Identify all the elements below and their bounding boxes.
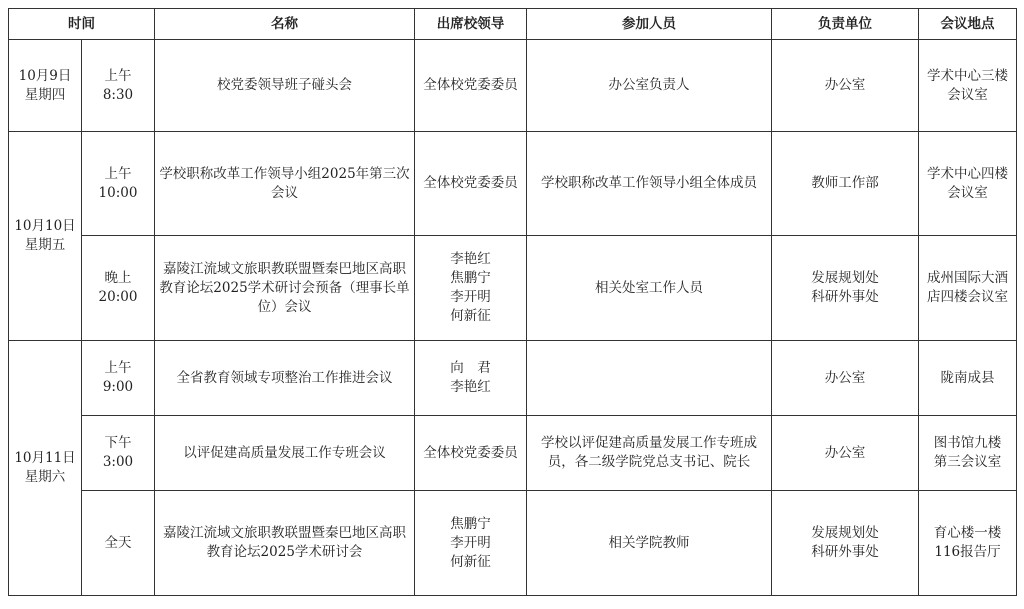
- unit-name: 科研外事处: [811, 289, 879, 305]
- clock-text: 8:30: [102, 86, 134, 103]
- location-line: 学术中心四楼: [927, 165, 1008, 182]
- location-line: 学术中心三楼: [927, 67, 1008, 84]
- schedule-table: [8, 8, 1017, 596]
- leaders-cell: [415, 416, 527, 491]
- clock-text: 20:00: [98, 289, 138, 305]
- meeting-name: 全省教育领域专项整治工作推进会议: [155, 341, 415, 416]
- date-text: 10月11日: [14, 450, 76, 466]
- unit-name: 科研外事处: [811, 544, 879, 560]
- location-cell: [919, 132, 1017, 236]
- location-cell: [919, 236, 1017, 341]
- location-line: 图书馆九楼: [933, 435, 1002, 451]
- period-text: 上午: [104, 165, 132, 182]
- table-row: [9, 236, 1017, 341]
- leader-name: 李艳红: [450, 379, 491, 395]
- clock-text: 9:00: [102, 379, 134, 395]
- weekday-text: 星期五: [24, 237, 66, 253]
- location-cell: [919, 491, 1017, 596]
- participants-cell: 相关学院教师: [527, 491, 772, 596]
- leader-name: 何新征: [450, 553, 491, 570]
- meeting-name: 以评促建高质量发展工作专班会议: [155, 416, 415, 491]
- location-line: 116报告厅: [934, 544, 1001, 560]
- participants-cell: [527, 341, 772, 416]
- unit-name: 发展规划处: [811, 525, 879, 541]
- unit-name: 发展规划处: [811, 270, 879, 286]
- meeting-name: 嘉陵江流域文旅职教联盟暨秦巴地区高职教育论坛2025学术研讨会: [155, 491, 415, 596]
- unit-name: 办公室: [824, 444, 866, 461]
- participants-cell: 相关处室工作人员: [527, 236, 772, 341]
- date-text: 10月9日: [18, 67, 72, 84]
- table-row: [9, 416, 1017, 491]
- leader-name: 全体校党委委员: [423, 444, 518, 461]
- leaders-cell: [415, 40, 527, 132]
- leader-name: 全体校党委委员: [423, 77, 518, 93]
- leader-name: 焦鹏宁: [450, 515, 491, 532]
- weekday-text: 星期六: [24, 469, 66, 485]
- leader-name: 李开明: [450, 289, 491, 305]
- period-text: 晚上: [104, 270, 132, 286]
- time-cell: [82, 40, 155, 132]
- table-row: [9, 132, 1017, 236]
- header-unit: 负责单位: [772, 9, 919, 40]
- header-location: 会议地点: [919, 9, 1017, 40]
- location-cell: [919, 40, 1017, 132]
- meeting-name: 嘉陵江流域文旅职教联盟暨秦巴地区高职教育论坛2025学术研讨会预备（理事长单位）会议: [155, 236, 415, 341]
- table-row: [9, 341, 1017, 416]
- period-text: 全天: [104, 534, 132, 551]
- period-text: 下午: [104, 435, 132, 451]
- unit-name: 办公室: [824, 77, 866, 93]
- location-line: 会议室: [947, 184, 988, 201]
- clock-text: 10:00: [98, 184, 138, 201]
- time-cell: [82, 132, 155, 236]
- leaders-cell: [415, 341, 527, 416]
- time-cell: [82, 491, 155, 596]
- unit-cell: [772, 341, 919, 416]
- location-cell: [919, 416, 1017, 491]
- meeting-name: 校党委领导班子碰头会: [155, 40, 415, 132]
- date-text: 10月10日: [14, 218, 76, 234]
- weekday-text: 星期四: [24, 86, 66, 103]
- location-cell: [919, 341, 1017, 416]
- participants-cell: 学校职称改革工作领导小组全体成员: [527, 132, 772, 236]
- unit-cell: [772, 491, 919, 596]
- leader-name: 李艳红: [450, 251, 491, 267]
- header-participants: 参加人员: [527, 9, 772, 40]
- unit-name: 教师工作部: [811, 175, 879, 191]
- date-cell: [9, 132, 82, 341]
- header-name: 名称: [155, 9, 415, 40]
- leader-name: 向 君: [450, 360, 491, 376]
- leader-name: 何新征: [450, 308, 491, 324]
- unit-name: 办公室: [824, 369, 866, 386]
- location-line: 会议室: [947, 86, 988, 103]
- location-line: 育心楼一楼: [933, 525, 1002, 541]
- table-row: [9, 491, 1017, 596]
- time-cell: [82, 341, 155, 416]
- date-cell: [9, 40, 82, 132]
- date-cell: [9, 341, 82, 596]
- unit-cell: [772, 132, 919, 236]
- location-line: 陇南成县: [940, 369, 995, 386]
- unit-cell: [772, 236, 919, 341]
- leader-name: 李开明: [450, 534, 491, 551]
- header-leaders: 出席校领导: [415, 9, 527, 40]
- time-cell: [82, 236, 155, 341]
- header-row: [9, 9, 1017, 40]
- clock-text: 3:00: [102, 454, 134, 470]
- unit-cell: [772, 40, 919, 132]
- participants-cell: 办公室负责人: [527, 40, 772, 132]
- leader-name: 全体校党委委员: [423, 175, 518, 191]
- leaders-cell: [415, 236, 527, 341]
- period-text: 上午: [104, 67, 132, 84]
- leaders-cell: [415, 132, 527, 236]
- meeting-name: 学校职称改革工作领导小组2025年第三次会议: [155, 132, 415, 236]
- period-text: 上午: [104, 360, 132, 376]
- unit-cell: [772, 416, 919, 491]
- location-line: 店四楼会议室: [927, 289, 1008, 305]
- leaders-cell: [415, 491, 527, 596]
- table-row: [9, 40, 1017, 132]
- time-cell: [82, 416, 155, 491]
- leader-name: 焦鹏宁: [450, 270, 491, 286]
- participants-cell: 学校以评促建高质量发展工作专班成员，各二级学院党总支书记、院长: [527, 416, 772, 491]
- header-time: 时间: [9, 9, 155, 40]
- location-line: 第三会议室: [933, 454, 1002, 470]
- location-line: 成州国际大酒: [927, 270, 1008, 286]
